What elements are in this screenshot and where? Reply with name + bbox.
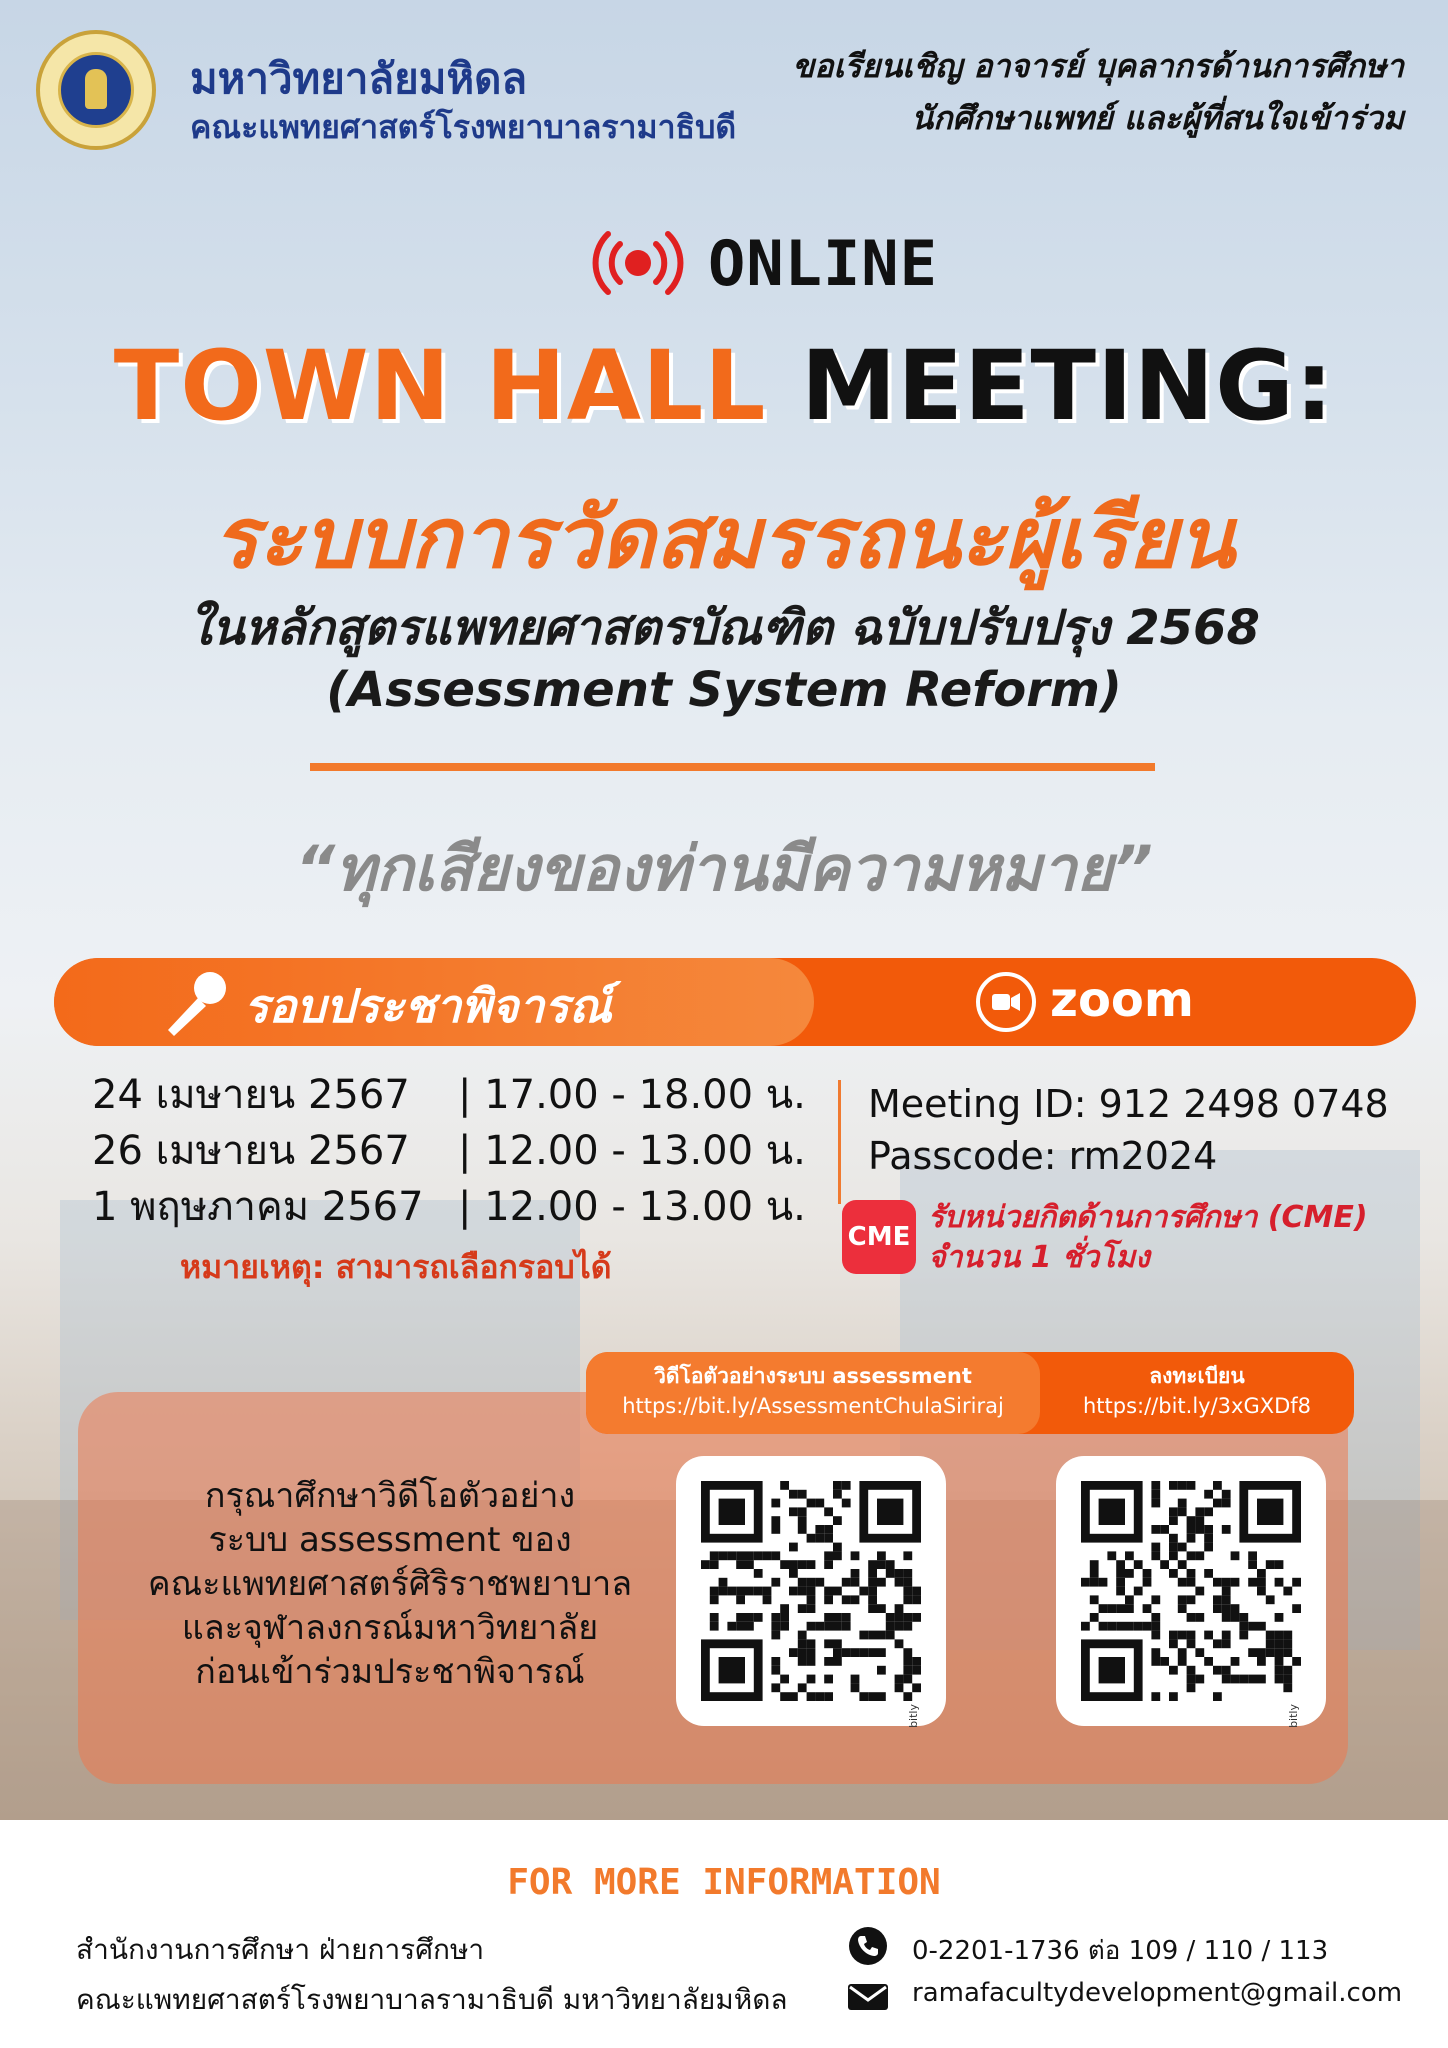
cme-line-2: จำนวน 1 ชั่วโมง (928, 1240, 1150, 1275)
phone-number[interactable]: 0-2201-1736 ต่อ 109 / 110 / 113 (912, 1936, 1329, 1966)
instruction-line: และจุฬาลงกรณ์มหาวิทยาลัย (181, 1608, 599, 1648)
phone-icon (848, 1926, 888, 1966)
zoom-camera-icon (976, 972, 1036, 1032)
main-title (0, 330, 1448, 442)
office-line-2: คณะแพทยศาสตร์โรงพยาบาลรามาธิบดี มหาวิทยาลัยมหิดล (76, 1983, 788, 2016)
instruction-line: คณะแพทยศาสตร์ศิริราชพยาบาล (147, 1564, 633, 1604)
qr-code-video (701, 1481, 921, 1701)
thai-title: ระบบการวัดสมรรถนะผู้เรียน (213, 489, 1235, 587)
register-title: ลงทะเบียน (1149, 1364, 1245, 1388)
session-date: 24 เมษายน 2567 (92, 1072, 410, 1118)
email-address[interactable]: ramafacultydevelopment@gmail.com (912, 1978, 1403, 2008)
video-title: วิดีโอตัวอย่างระบบ assessment (654, 1364, 972, 1388)
passcode: Passcode: rm2024 (868, 1134, 1218, 1178)
session-time: | 12.00 - 13.00 น. (458, 1128, 806, 1174)
qr-brand: bitly (907, 1704, 920, 1728)
quote: “ทุกเสียงของท่านมีความหมาย” (295, 832, 1153, 905)
university-name: มหาวิทยาลัยมหิดล (190, 54, 528, 103)
session-time: | 12.00 - 13.00 น. (458, 1184, 806, 1230)
instruction-line: ระบบ assessment ของ (208, 1520, 572, 1560)
qr-brand: bitly (1287, 1704, 1300, 1728)
divider (310, 763, 1155, 771)
qr-video[interactable] (676, 1456, 946, 1726)
broadcast-icon (590, 228, 686, 298)
session-date: 26 เมษายน 2567 (92, 1128, 410, 1174)
cme-line-1: รับหน่วยกิตด้านการศึกษา (CME) (928, 1200, 1368, 1235)
title-meeting: MEETING: (800, 330, 1335, 442)
qr-register[interactable] (1056, 1456, 1326, 1726)
instruction-line: ก่อนเข้าร่วมประชาพิจารณ์ (195, 1652, 585, 1692)
register-url[interactable]: https://bit.ly/3xGXDf8 (1082, 1394, 1312, 1418)
invitation-line-2: นักศึกษาแพทย์ และผู้ที่สนใจเข้าร่วม (911, 99, 1404, 137)
online-badge (590, 228, 938, 298)
invitation-text (704, 40, 1404, 144)
video-url[interactable]: https://bit.ly/AssessmentChulaSiriraj (622, 1394, 1004, 1418)
mail-icon (846, 1980, 890, 2014)
zoom-label: zoom (1050, 972, 1194, 1028)
session-date: 1 พฤษภาคม 2567 (92, 1184, 424, 1230)
schedule-divider (838, 1080, 841, 1204)
session-label: รอบประชาพิจารณ์ (244, 979, 612, 1033)
cme-badge: CME (842, 1200, 916, 1274)
more-info-heading: FOR MORE INFORMATION (507, 1862, 941, 1903)
office-line-1: สำนักงานการศึกษา ฝ่ายการศึกษา (76, 1933, 485, 1966)
university-logo (36, 30, 156, 150)
session-bar (54, 958, 1416, 1046)
invitation-line-1: ขอเรียนเชิญ อาจารย์ บุคลากรด้านการศึกษา (792, 47, 1404, 85)
cme-info (928, 1198, 1368, 1278)
instruction-line: กรุณาศึกษาวิดีโอตัวอย่าง (204, 1476, 576, 1516)
qr-code-register (1081, 1481, 1301, 1701)
subtitle-line-1: ในหลักสูตรแพทยศาสตรบัณฑิต ฉบับปรับปรุง 2568 (188, 600, 1260, 656)
online-label: ONLINE (708, 226, 938, 300)
subtitle-line-2: (Assessment System Reform) (326, 662, 1122, 718)
links-header (586, 1352, 1354, 1434)
faculty-name: คณะแพทยศาสตร์โรงพยาบาลรามาธิบดี (190, 108, 737, 146)
title-town-hall: TOWN HALL (113, 330, 767, 442)
schedule-note: หมายเหตุ: สามารถเลือกรอบได้ (180, 1248, 612, 1286)
session-time: | 17.00 - 18.00 น. (458, 1072, 806, 1118)
meeting-id: Meeting ID: 912 2498 0748 (868, 1082, 1389, 1126)
instruction-text (110, 1474, 670, 1694)
microphone-icon (156, 968, 232, 1038)
